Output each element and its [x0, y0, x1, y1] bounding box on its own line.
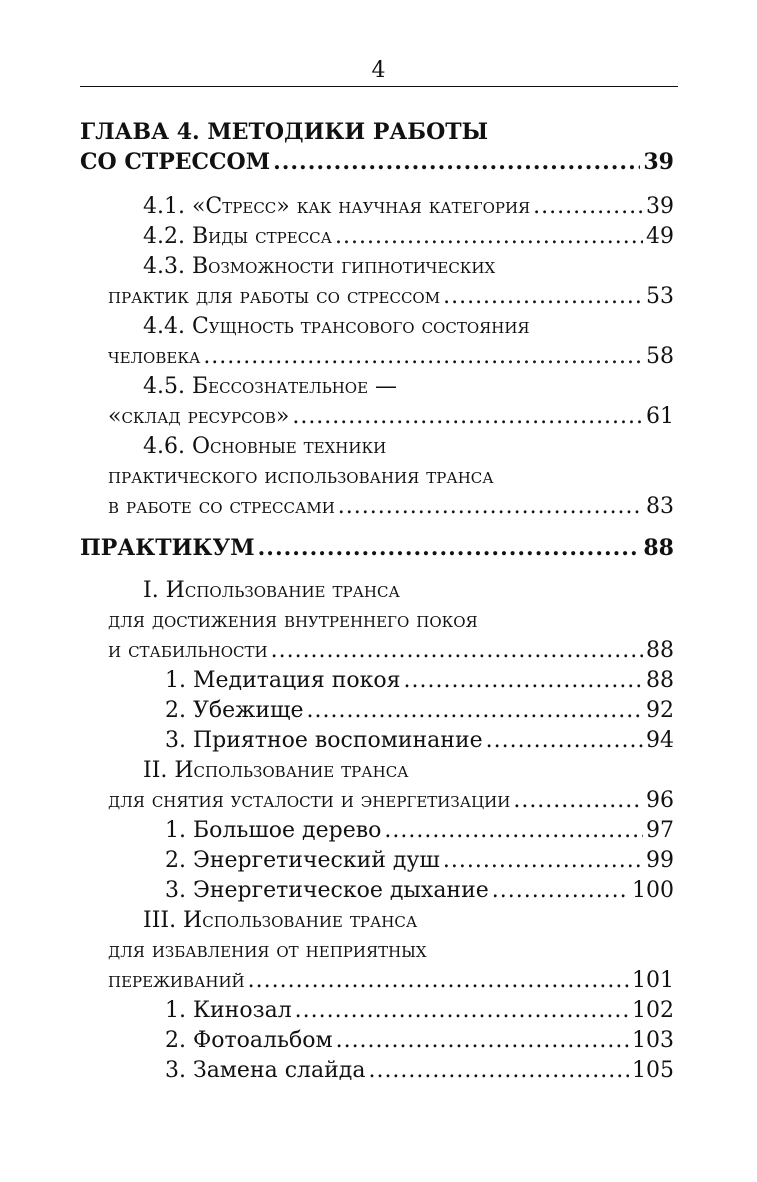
toc-part-label: II. Использование транса — [143, 758, 409, 783]
chapter-4-entry[interactable] — [80, 147, 674, 177]
toc-part-2-line1[interactable] — [143, 756, 674, 786]
toc-part-page: 96 — [646, 788, 674, 813]
leader-dots — [533, 192, 643, 222]
toc-item-3-3[interactable] — [165, 1056, 674, 1086]
leader-dots — [203, 342, 643, 372]
leader-dots — [513, 786, 643, 816]
toc-item-page: 97 — [646, 818, 674, 843]
toc-entry-label: 4.1. «Стресс» как научная категория — [143, 194, 531, 219]
toc-entry-4-3[interactable] — [108, 282, 674, 312]
toc-part-1-line1[interactable] — [143, 576, 674, 606]
leader-dots — [307, 696, 643, 726]
toc-part-3-line2[interactable] — [108, 936, 674, 966]
toc-item-2-1[interactable] — [165, 816, 674, 846]
chapter-4-title: ГЛАВА 4. МЕТОДИКИ РАБОТЫ — [80, 119, 489, 145]
toc-part-2[interactable] — [108, 786, 674, 816]
toc-item-label: 2. Фотоальбом — [165, 1028, 333, 1053]
toc-item-page: 105 — [632, 1058, 674, 1083]
toc-entry-label-cont: практик для работы со стрессом — [108, 284, 441, 309]
toc-item-3-2[interactable] — [165, 1026, 674, 1056]
toc-item-label: 2. Убежище — [165, 698, 304, 723]
toc-part-label-cont: для снятия усталости и энергетизации — [108, 788, 511, 813]
toc-item-page: 99 — [646, 848, 674, 873]
toc-part-3[interactable] — [108, 966, 674, 996]
page-number: 4 — [371, 58, 386, 83]
toc-entry-4-1[interactable] — [143, 192, 674, 222]
toc-item-3-1[interactable] — [165, 996, 674, 1026]
toc-item-1-3[interactable] — [165, 726, 674, 756]
chapter-4-title-cont: СО СТРЕССОМ — [80, 149, 271, 175]
toc-entry-page: 39 — [646, 194, 674, 219]
toc-part-label: III. Использование транса — [143, 908, 418, 933]
toc-part-label-cont: и стабильности — [108, 638, 268, 663]
toc-item-2-3[interactable] — [165, 876, 674, 906]
toc-item-page: 100 — [632, 878, 674, 903]
toc-entry-page: 58 — [646, 344, 674, 369]
toc-part-3-line1[interactable] — [143, 906, 674, 936]
toc-item-page: 94 — [646, 728, 674, 753]
toc-entry-4-6[interactable] — [108, 492, 674, 522]
toc-entry-4-4[interactable] — [108, 342, 674, 372]
toc-entry-label-cont: в работе со стрессами — [108, 494, 335, 519]
toc-part-label-cont: для избавления от неприятных — [108, 938, 427, 963]
chapter-4-title-line1[interactable] — [80, 117, 674, 147]
toc-item-label: 2. Энергетический душ — [165, 848, 440, 873]
toc-item-label: 1. Кинозал — [165, 998, 292, 1023]
leader-dots — [338, 492, 643, 522]
toc-entry-label-cont: «склад ресурсов» — [108, 404, 290, 429]
toc-part-1-line2[interactable] — [108, 606, 674, 636]
leader-dots — [273, 147, 640, 177]
leader-dots — [404, 666, 644, 696]
toc-part-1[interactable] — [108, 636, 674, 666]
toc-part-page: 101 — [632, 968, 674, 993]
toc-entry-4-4-line1[interactable] — [143, 312, 674, 342]
toc-entry-4-5-line1[interactable] — [143, 372, 674, 402]
toc-entry-4-6-line1[interactable] — [143, 432, 674, 462]
leader-dots — [368, 1056, 629, 1086]
toc-item-label: 3. Замена слайда — [165, 1058, 366, 1083]
leader-dots — [258, 533, 641, 563]
toc-part-label-cont: для достижения внутреннего покоя — [108, 608, 478, 633]
toc-item-page: 103 — [632, 1028, 674, 1053]
toc-item-page: 102 — [632, 998, 674, 1023]
toc-entry-label-cont: практического использования транса — [108, 464, 494, 489]
toc-entry-page: 53 — [646, 284, 674, 309]
toc-entry-4-2[interactable] — [143, 222, 674, 252]
toc-item-2-2[interactable] — [165, 846, 674, 876]
practicum-title: ПРАКТИКУМ — [80, 535, 255, 561]
toc-item-label: 1. Большое дерево — [165, 818, 382, 843]
leader-dots — [248, 966, 629, 996]
leader-dots — [295, 996, 629, 1026]
toc-part-page: 88 — [646, 638, 674, 663]
toc-entry-4-6-line2[interactable] — [108, 462, 674, 492]
toc-item-label: 1. Медитация покоя — [165, 668, 401, 693]
toc-item-1-2[interactable] — [165, 696, 674, 726]
chapter-4-page: 39 — [643, 149, 674, 175]
toc-entry-page: 61 — [646, 404, 674, 429]
toc-entry-label: 4.4. Сущность трансового состояния — [143, 314, 530, 339]
toc-item-label: 3. Энергетическое дыхание — [165, 878, 489, 903]
leader-dots — [443, 282, 643, 312]
toc-item-page: 88 — [646, 668, 674, 693]
practicum-entry[interactable] — [80, 533, 674, 563]
toc-entry-page: 49 — [646, 224, 674, 249]
toc-part-label: I. Использование транса — [143, 578, 400, 603]
toc-entry-label: 4.2. Виды стресса — [143, 224, 333, 249]
toc-item-page: 92 — [646, 698, 674, 723]
leader-dots — [384, 816, 643, 846]
leader-dots — [335, 222, 643, 252]
toc-part-label-cont: переживаний — [108, 968, 245, 993]
toc-entry-page: 83 — [646, 494, 674, 519]
toc-entry-4-5[interactable] — [108, 402, 674, 432]
leader-dots — [486, 726, 643, 756]
toc-entry-4-3-line1[interactable] — [143, 252, 674, 282]
toc-entry-label: 4.3. Возможности гипнотических — [143, 254, 496, 279]
toc-entry-label: 4.6. Основные техники — [143, 434, 387, 459]
leader-dots — [336, 1026, 629, 1056]
practicum-page: 88 — [643, 535, 674, 561]
toc-entry-label-cont: человека — [108, 344, 201, 369]
toc-entry-label: 4.5. Бессознательное — — [143, 374, 398, 399]
toc-item-1-1[interactable] — [165, 666, 674, 696]
leader-dots — [271, 636, 643, 666]
toc-item-label: 3. Приятное воспоминание — [165, 728, 483, 753]
leader-dots — [443, 846, 643, 876]
leader-dots — [292, 402, 643, 432]
leader-dots — [492, 876, 629, 906]
